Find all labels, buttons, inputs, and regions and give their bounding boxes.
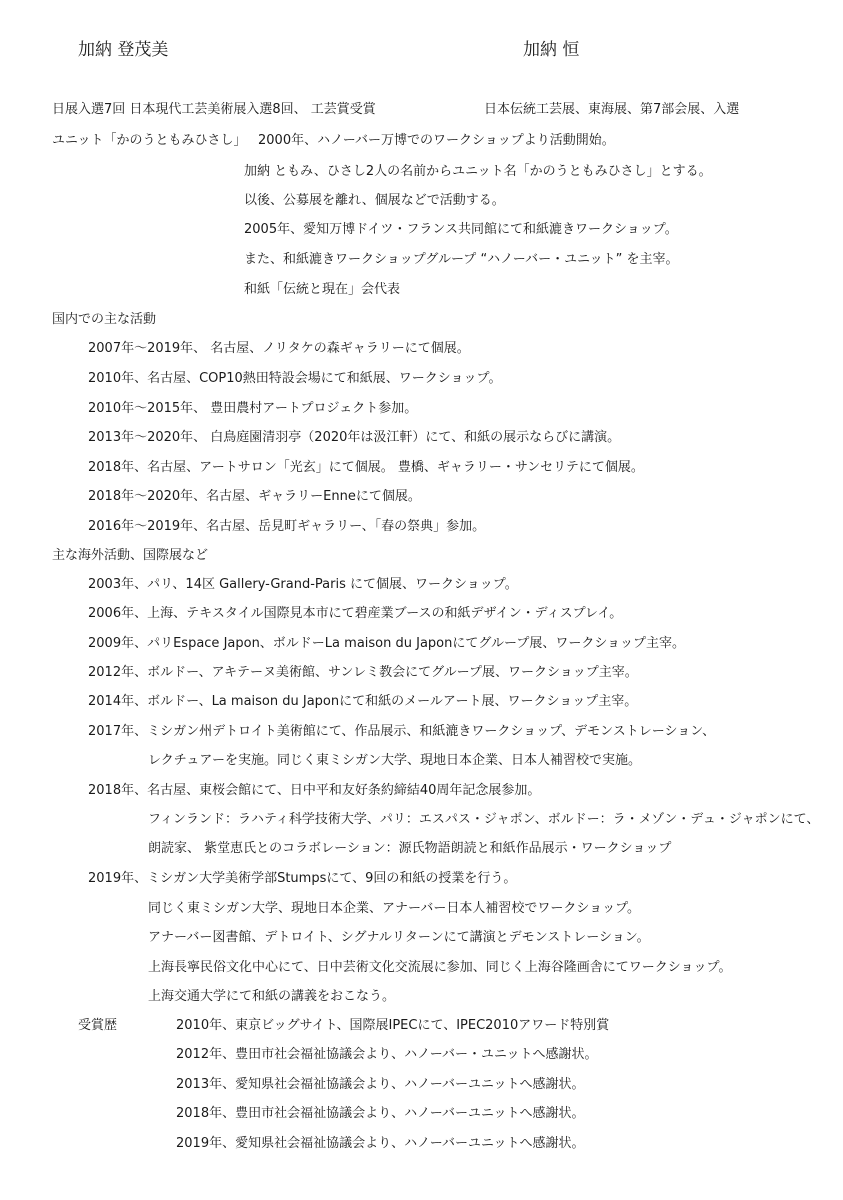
overseas-item: 上海交通大学にて和紙の講義をおこなう。 <box>148 989 396 1004</box>
domestic-item: 2013年～2020年、 白鳥庭園清羽亭（2020年は汲江軒）にて、和紙の展示ならびに講演。 <box>88 430 621 445</box>
left-awards: 日展入選7回 日本現代工芸美術展入選8回、 工芸賞受賞 <box>52 102 376 117</box>
overseas-item: 朗読家、 紫堂恵氏とのコラボレーション：源氏物語朗読と和紙作品展示・ワークショップ <box>148 841 672 856</box>
domestic-item: 2010年、名古屋、COP10熱田特設会場にて和紙展、ワークショップ。 <box>88 371 502 386</box>
domestic-item: 2007年～2019年、 名古屋、ノリタケの森ギャラリーにて個展。 <box>88 341 470 356</box>
overseas-item: 2017年、ミシガン州デトロイト美術館にて、作品展示、和紙漉きワークショップ、デモンストレーション、 <box>88 724 716 739</box>
section-heading-awards: 受賞歴 <box>78 1018 118 1033</box>
award-item: 2012年、豊田市社会福祉協議会より、ハノーバー・ユニットへ感謝状。 <box>176 1047 598 1062</box>
domestic-item: 2018年、名古屋、アートサロン「光玄」にて個展。 豊橋、ギャラリー・サンセリテにて個展。 <box>88 460 644 475</box>
award-item: 2019年、愛知県社会福祉協議会より、ハノーバーユニットへ感謝状。 <box>176 1136 585 1151</box>
overseas-item: 2019年、ミシガン大学美術学部Stumpsにて、9回の和紙の授業を行う。 <box>88 871 517 886</box>
overseas-item: アナーバー図書館、デトロイト、シグナルリターンにて講演とデモンストレーション。 <box>148 930 650 945</box>
award-item: 2018年、豊田市社会福祉協議会より、ハノーバーユニットへ感謝状。 <box>176 1106 585 1121</box>
name-right: 加納 恒 <box>523 40 580 60</box>
profile-line: また、和紙漉きワークショップグループ “ハノーバー・ユニット” を主宰。 <box>244 252 679 267</box>
award-item: 2010年、東京ビッグサイト、国際展IPECにて、IPEC2010アワード特別賞 <box>176 1018 610 1033</box>
overseas-item: 上海長寧民俗文化中心にて、日中芸術文化交流展に参加、同じく上海谷隆画舎にてワークショップ。 <box>148 960 732 975</box>
overseas-item: 2009年、パリEspace Japon、ボルドーLa maison du Japonにてグループ展、ワークショップ主宰。 <box>88 636 686 651</box>
overseas-item: レクチュアーを実施。同じく東ミシガン大学、現地日本企業、日本人補習校で実施。 <box>148 753 641 768</box>
section-heading-overseas: 主な海外活動、国際展など <box>52 548 209 563</box>
profile-line: 和紙「伝統と現在」会代表 <box>244 282 401 297</box>
overseas-item: 2018年、名古屋、東桜会館にて、日中平和友好条約締結40周年記念展参加。 <box>88 783 541 798</box>
section-heading-domestic: 国内での主な活動 <box>52 312 157 327</box>
overseas-item: 2003年、パリ、14区 Gallery-Grand-Paris にて個展、ワークショップ。 <box>88 577 518 592</box>
overseas-item: 2012年、ボルドー、アキテーヌ美術館、サンレミ教会にてグループ展、ワークショップ主宰。 <box>88 665 638 680</box>
name-left: 加納 登茂美 <box>78 40 169 60</box>
award-item: 2013年、愛知県社会福祉協議会より、ハノーバーユニットへ感謝状。 <box>176 1077 585 1092</box>
overseas-item: 2014年、ボルドー、La maison du Japonにて和紙のメールアート展、ワークショップ主宰。 <box>88 694 638 709</box>
domestic-item: 2018年～2020年、名古屋、ギャラリーEnneにて個展。 <box>88 489 421 504</box>
domestic-item: 2016年～2019年、名古屋、岳見町ギャラリー、「春の祭典」参加。 <box>88 519 486 534</box>
overseas-item: 2006年、上海、テキスタイル国際見本市にて碧産業ブースの和紙デザイン・ディスプレイ。 <box>88 606 623 621</box>
right-awards: 日本伝統工芸展、東海展、第7部会展、入選 <box>484 102 740 117</box>
profile-line: 2000年、ハノーバー万博でのワークショップより活動開始。 <box>258 133 615 148</box>
profile-line: 以後、公募展を離れ、個展などで活動する。 <box>244 193 505 208</box>
profile-line: 2005年、愛知万博ドイツ・フランス共同館にて和紙漉きワークショップ。 <box>244 222 678 237</box>
unit-label: ユニット「かのうともみひさし」 <box>52 133 247 148</box>
profile-line: 加納 ともみ、ひさし2人の名前からユニット名「かのうともみひさし」とする。 <box>244 164 712 179</box>
overseas-item: フィンランド：ラハティ科学技術大学、パリ：エスパス・ジャポン、ボルドー：ラ・メゾン・デュ・ジャポンにて、 <box>148 812 820 827</box>
domestic-item: 2010年～2015年、 豊田農村アートプロジェクト参加。 <box>88 401 418 416</box>
overseas-item: 同じく東ミシガン大学、現地日本企業、アナーバー日本人補習校でワークショップ。 <box>148 901 641 916</box>
